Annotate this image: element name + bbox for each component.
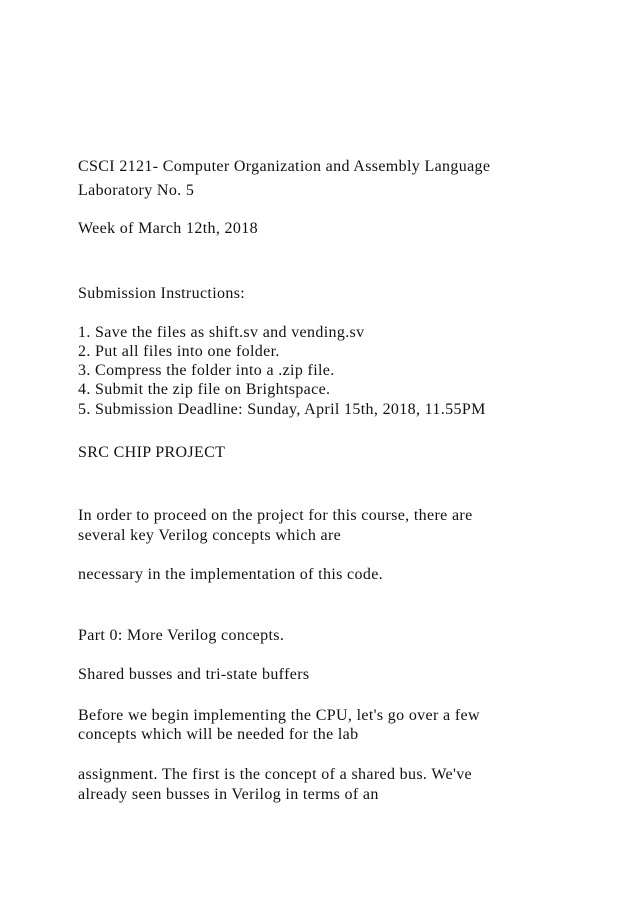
lab-title: Laboratory No. 5 [78, 182, 195, 199]
body-paragraph-line: concepts which will be needed for the lab [78, 726, 359, 743]
body-paragraph-line: Before we begin implementing the CPU, let's go over a few [78, 707, 480, 724]
instruction-item: 5. Submission Deadline: Sunday, April 15th, 2018, 11.55PM [78, 401, 486, 418]
instruction-item: 2. Put all files into one folder. [78, 343, 280, 360]
instruction-item: 4. Submit the zip file on Brightspace. [78, 381, 331, 398]
body-paragraph-line: assignment. The first is the concept of a shared bus. We've [78, 766, 473, 783]
intro-paragraph-line: several key Verilog concepts which are [78, 527, 342, 544]
intro-paragraph-line: necessary in the implementation of this code. [78, 566, 383, 583]
instruction-item: 3. Compress the folder into a .zip file. [78, 362, 335, 379]
week-line: Week of March 12th, 2018 [78, 220, 258, 237]
part0-heading: Part 0: More Verilog concepts. [78, 627, 285, 644]
section-heading: Shared busses and tri-state buffers [78, 666, 310, 683]
body-paragraph-line: already seen busses in Verilog in terms of an [78, 786, 379, 803]
intro-paragraph-line: In order to proceed on the project for this course, there are [78, 507, 473, 524]
project-heading: SRC CHIP PROJECT [78, 444, 226, 461]
course-title: CSCI 2121- Computer Organization and Assembly Language [78, 158, 491, 175]
instruction-item: 1. Save the files as shift.sv and vending.sv [78, 324, 365, 341]
submission-heading: Submission Instructions: [78, 285, 246, 302]
